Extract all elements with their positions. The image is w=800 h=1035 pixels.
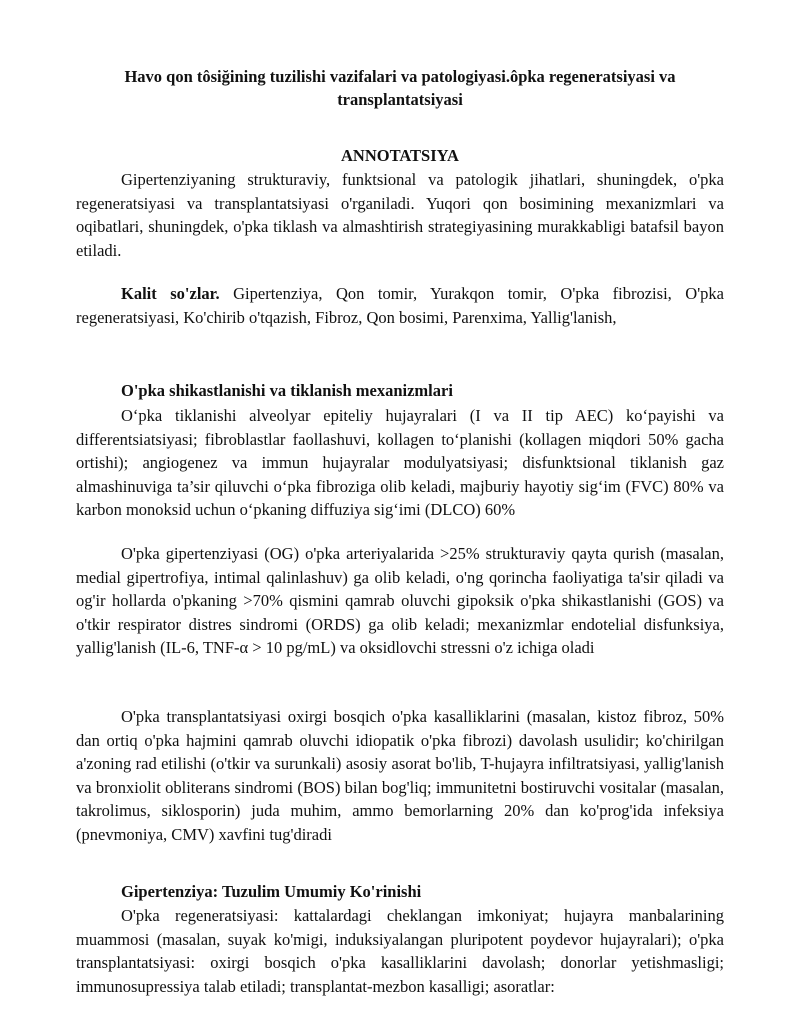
section1-paragraph-2: O'pka gipertenziyasi (OG) o'pka arteriyalarida >25% strukturaviy qayta qurish (masalan, medial gipertrofiya, intimal qalinlashuv) ga olib keladi, o'ng qorincha faoliyatiga ta'sir qiladi va og'ir hollarda o'pkaning >70% qismini qamrab oluvchi gipoksik o'pka shikastlanishi (GOS) va o'tkir respirator distres sindromi (ORDS) ga olib keladi; mexanizmlar endotelial disfunksiya, yallig'lanish (IL-6, TNF-α > 10 pg/mL) va oksidlovchi stressni o'z ichiga oladi (76, 544, 724, 657)
document-title: Havo qon tôsiğining tuzilishi vazifalari va patologiyasi.ôpka regeneratsiyasi va transplantatsiyasi (124, 67, 676, 109)
section1-paragraph-3: O'pka transplantatsiyasi oxirgi bosqich o'pka kasalliklarini (masalan, kistoz fibroz, 50% dan ortiq o'pka hajmini qamrab oluvchi idiopatik o'pka fibrozi) davolash usulidir; ko'chirilgan a'zoning rad etilishi (o'tkir va surunkali) asosiy asorat bo'lib, T-hujayra infiltratsiyasi, yallig'lanish va bronxiolit obliterans sindromi (BOS) bilan bog'liq; immunitetni bostiruvchi vositalar (masalan, takrolimus, siklosporin) juda muhim, ammo bemorlarning 20% dan ko'prog'ida infeksiya (pnevmoniya, CMV) xavfini tug'diradi (76, 707, 724, 844)
section2-heading: Gipertenziya: Tuzulim Umumiy Ko'rinishi (121, 882, 422, 901)
annotation-paragraph: Gipertenziyaning strukturaviy, funktsional va patologik jihatlari, shuningdek, o'pka regeneratsiyasi va transplantatsiyasi o'rganiladi. Yuqori qon bosimining mexanizmlari va oqibatlari, shuningdek, o'pka tiklash va almashtirish strategiyasining murakkabligi batafsil bayon etiladi. (76, 170, 724, 260)
keywords-label: Kalit so'zlar. (121, 284, 220, 303)
keywords-text: Gipertenziya, Qon tomir, Yurakqon tomir, O'pka fibrozisi, O'pka regeneratsiyasi, Ko'chirib o'tqazish, Fibroz, Qon bosimi, Parenxima, Yallig'lanish, (76, 284, 724, 327)
section1-paragraph-1: O‘pka tiklanishi alveolyar epiteliy hujayralari (I va II tip AEC) ko‘payishi va differentsiatsiyasi; fibroblastlar faollashuvi, kollagen to‘planishi (kollagen miqdori 50% gacha ortishi); angiogenez va immun hujayralar modulyatsiyasi; disfunktsional tiklanish gaz almashinuviga ta’sir qiluvchi o‘pka fibroziga olib keladi, majburiy hayotiy sig‘im (FVC) 80% va karbon monoksid uchun o‘pkaning diffuziya sig‘imi (DLCO) 60% (76, 406, 724, 519)
section1-heading: O'pka shikastlanishi va tiklanish mexanizmlari (121, 381, 453, 400)
annotation-heading: ANNOTATSIYA (341, 146, 459, 165)
keywords-paragraph (76, 282, 724, 329)
section2-paragraph-1: O'pka regeneratsiyasi: kattalardagi cheklangan imkoniyat; hujayra manbalarining muammosi (masalan, suyak ko'migi, induksiyalangan pluripotent poydevor hujayralari); o'pka transplantatsiyasi: oxirgi bosqich o'pka kasalliklarini davolash; donorlar yetishmasligi; immunosupressiya talab etiladi; transplantat-mezbon kasalligi; asoratlar: (76, 906, 724, 996)
